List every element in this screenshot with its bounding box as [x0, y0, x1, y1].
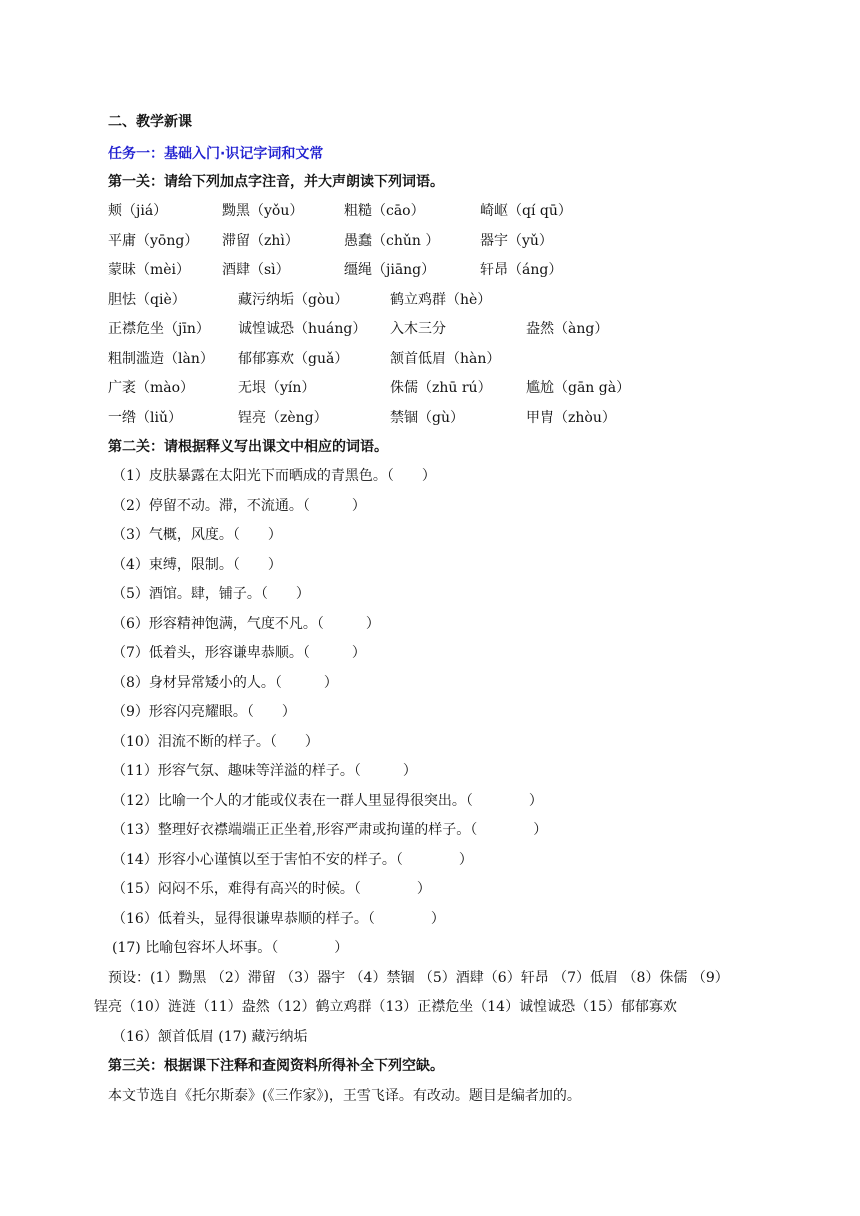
list-item: （8）身材异常矮小的人。（ ）: [112, 675, 338, 691]
word-item: 甲胄（zhòu）: [526, 410, 616, 426]
list-item: （5）酒馆。肆，铺子。（ ）: [112, 586, 310, 602]
word-item: 黝黑（yǒu）: [222, 203, 304, 219]
word-item: 轩昂（áng）: [480, 262, 563, 278]
list-item: （6）形容精神饱满，气度不凡。（ ）: [112, 616, 380, 632]
word-item: 鹤立鸡群（hè）: [390, 292, 492, 308]
list-item: （4）束缚，限制。（ ）: [112, 557, 282, 573]
level3-heading: 第三关：根据课下注释和查阅资料所得补全下列空缺。: [108, 1058, 444, 1074]
word-item: 滞留（zhì）: [222, 233, 299, 249]
list-item: （16）低着头，显得很谦卑恭顺的样子。（ ）: [112, 911, 445, 927]
word-item: 锃亮（zèng）: [238, 410, 328, 426]
list-item: (17) 比喻包容坏人坏事。（ ）: [112, 940, 349, 956]
section-title: 二、教学新课: [108, 114, 192, 130]
word-item: 侏儒（zhū rú）: [390, 380, 492, 396]
list-item: （3）气概，风度。（ ）: [112, 527, 282, 543]
word-item: 酒肆（sì）: [222, 262, 290, 278]
word-item: 盎然（àng）: [526, 321, 609, 337]
word-item: 禁锢（gù）: [390, 410, 464, 426]
list-item: （11）形容气氛、趣味等洋溢的样子。（ ）: [112, 763, 417, 779]
list-item: （12）比喻一个人的才能或仪表在一群人里显得很突出。（ ）: [112, 793, 543, 809]
word-item: 广袤（mào）: [108, 380, 195, 396]
word-item: 颊（jiá）: [108, 203, 168, 219]
word-item: 粗制滥造（làn）: [108, 351, 214, 367]
level2-heading: 第二关：请根据释义写出课文中相应的词语。: [108, 439, 388, 455]
word-item: 愚蠢（chǔn ）: [344, 233, 440, 249]
word-item: 藏污纳垢（gòu）: [238, 292, 349, 308]
answer-line: 锃亮（10）涟涟（11）盎然（12）鹤立鸡群（13）正襟危坐（14）诚惶诚恐（15）郁郁寡欢: [94, 999, 677, 1015]
word-item: 胆怯（qiè）: [108, 292, 186, 308]
list-item: （13）整理好衣襟端端正正坐着,形容严肃或拘谨的样子。（ ）: [112, 822, 548, 838]
list-item: （15）闷闷不乐，难得有高兴的时候。（ ）: [112, 881, 431, 897]
word-item: 蒙昧（mèi）: [108, 262, 191, 278]
answer-line: 预设：(1）黝黑 （2）滞留 （3）器宇 （4）禁锢 （5）酒肆（6）轩昂 （7）低眉 （8）侏儒 （9）: [108, 970, 729, 986]
word-item: 崎岖（qí qū）: [480, 203, 572, 219]
answer-line: （16）颔首低眉 (17) 藏污纳垢: [112, 1029, 308, 1045]
word-item: 颔首低眉（hàn）: [390, 351, 501, 367]
word-item: 郁郁寡欢（guǎ）: [238, 351, 349, 367]
word-item: 诚惶诚恐（huáng）: [238, 321, 367, 337]
word-item: 平庸（yōng）: [108, 233, 199, 249]
word-item: 粗糙（cāo）: [344, 203, 425, 219]
list-item: （2）停留不动。滞，不流通。（ ）: [112, 498, 366, 514]
level3-text: 本文节选自《托尔斯泰》(《三作家》)，王雪飞译。有改动。题目是编者加的。: [108, 1088, 581, 1104]
list-item: （7）低着头，形容谦卑恭顺。（ ）: [112, 645, 366, 661]
word-item: 一绺（liǔ）: [108, 410, 182, 426]
list-item: （1）皮肤暴露在太阳光下而晒成的青黑色。（ ）: [112, 468, 436, 484]
level1-heading: 第一关：请给下列加点字注音，并大声朗读下列词语。: [108, 174, 444, 190]
word-item: 器宇（yǔ）: [480, 233, 553, 249]
task-title: 任务一：基础入门·识记字词和文常: [108, 146, 324, 162]
list-item: （10）泪流不断的样子。（ ）: [112, 734, 319, 750]
list-item: （9）形容闪亮耀眼。（ ）: [112, 704, 296, 720]
word-item: 缰绳（jiāng）: [344, 262, 436, 278]
word-item: 入木三分: [390, 321, 446, 337]
word-item: 正襟危坐（jīn）: [108, 321, 210, 337]
word-item: 无垠（yín）: [238, 380, 316, 396]
list-item: （14）形容小心谨慎以至于害怕不安的样子。（ ）: [112, 852, 473, 868]
word-item: 尴尬（gān gà）: [526, 380, 631, 396]
